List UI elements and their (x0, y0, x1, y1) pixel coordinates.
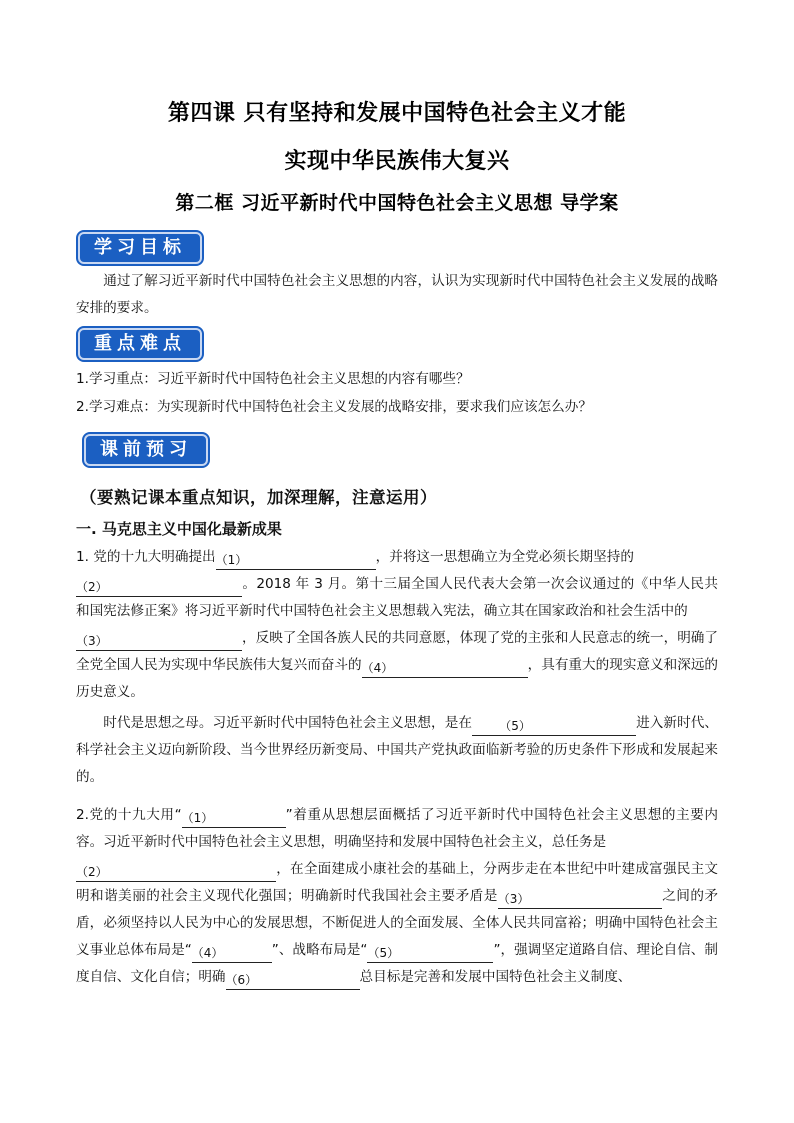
lesson-subtitle: 实现中华民族伟大复兴 (284, 148, 510, 174)
answer-blank-1[interactable]: （1） (216, 551, 376, 570)
paragraph-3 (76, 802, 718, 991)
answer-blank-2[interactable]: （2） (76, 578, 242, 597)
text-run: 时代是思想之母。习近平新时代中国特色社会主义思想，是在 (103, 715, 473, 731)
answer-blank-p3-5[interactable]: （5） (367, 944, 493, 963)
learning-goals-badge: 学习目标 (78, 232, 202, 264)
answer-blank-4[interactable]: （4） (362, 659, 528, 678)
answer-blank-5[interactable]: （5） (472, 717, 636, 736)
text-run: 。2018 年 3 月。第十三届全国人民代表大会第一次会议通过的《中华人民共和国宪法修正案》将习近平新时代中国特色社会主义思想载入宪法，确立其在国家政治和社会生活中的 (76, 576, 718, 619)
text-run: 1. 党的十九大明确提出 (76, 549, 216, 565)
text-run: ”着重从思想层面概括了习近平新时代中国特色社会主义思想的主要内容。习近平新时代中国特色社会主义思想，明确坚持和发展中国特色社会主义，总任务是 (76, 807, 718, 850)
preview-note: （要熟记课本重点知识，加深理解，注意运用） (80, 488, 437, 507)
text-run: ”、战略布局是“ (271, 942, 368, 958)
text-run: 2.党的十九大用“ (76, 807, 182, 823)
lesson-title: 第四课 只有坚持和发展中国特色社会主义才能 (167, 100, 627, 126)
answer-blank-3[interactable]: （3） (76, 632, 242, 651)
key-point-2: 2.学习难点：为实现新时代中国特色社会主义发展的战略安排，要求我们应该怎么办？ (76, 399, 592, 415)
key-points-badge: 重点难点 (78, 328, 202, 360)
text-run: 总目标是完善和发展中国特色社会主义制度、 (359, 969, 632, 985)
text-run: 进入新时代、科学社会主义迈向新阶段、当今世界经历新变局、中国共产党执政面临新考验的历史条件下形成和发展起来的。 (76, 715, 719, 785)
preview-badge: 课前预习 (84, 434, 208, 466)
answer-blank-p3-1[interactable]: （1） (182, 809, 286, 828)
text-run: 之间的矛盾，必须坚持以人民为中心的发展思想，不断促进人的全面发展、全体人民共同富裕；明确中国特色社会主义事业总体布局是“ (76, 888, 719, 958)
section-heading: 第二框 习近平新时代中国特色社会主义思想 导学案 (175, 192, 619, 214)
learning-goals-text: 通过了解习近平新时代中国特色社会主义思想的内容，认识为实现新时代中国特色社会主义发展的战略安排的要求。 (76, 273, 718, 316)
text-run: ，具有重大的现实意义和深远的历史意义。 (76, 657, 719, 700)
text-run: ，在全面建成小康社会的基础上，分两步走在本世纪中叶建成富强民主文明和谐美丽的社会主义现代化强国；明确新时代我国社会主要矛盾是 (76, 861, 718, 904)
answer-blank-p3-2[interactable]: （2） (76, 863, 276, 882)
text-run: ，反映了全国各族人民的共同意愿，体现了党的主张和人民意志的统一，明确了全党全国人民为实现中华民族伟大复兴而奋斗的 (76, 630, 718, 673)
answer-blank-p3-3[interactable]: （3） (498, 890, 662, 909)
paragraph-2 (76, 710, 718, 791)
answer-blank-p3-6[interactable]: （6） (226, 971, 360, 990)
text-run: ”，强调坚定道路自信、理论自信、制度自信、文化自信；明确 (76, 942, 718, 985)
paragraph-1 (76, 544, 718, 706)
text-run: ，并将这一思想确立为全党必须长期坚持的 (375, 549, 634, 565)
section-1-title: 一. 马克思主义中国化最新成果 (76, 520, 282, 538)
answer-blank-p3-4[interactable]: （4） (192, 944, 272, 963)
key-point-1: 1.学习重点：习近平新时代中国特色社会主义思想的内容有哪些？ (76, 371, 470, 387)
